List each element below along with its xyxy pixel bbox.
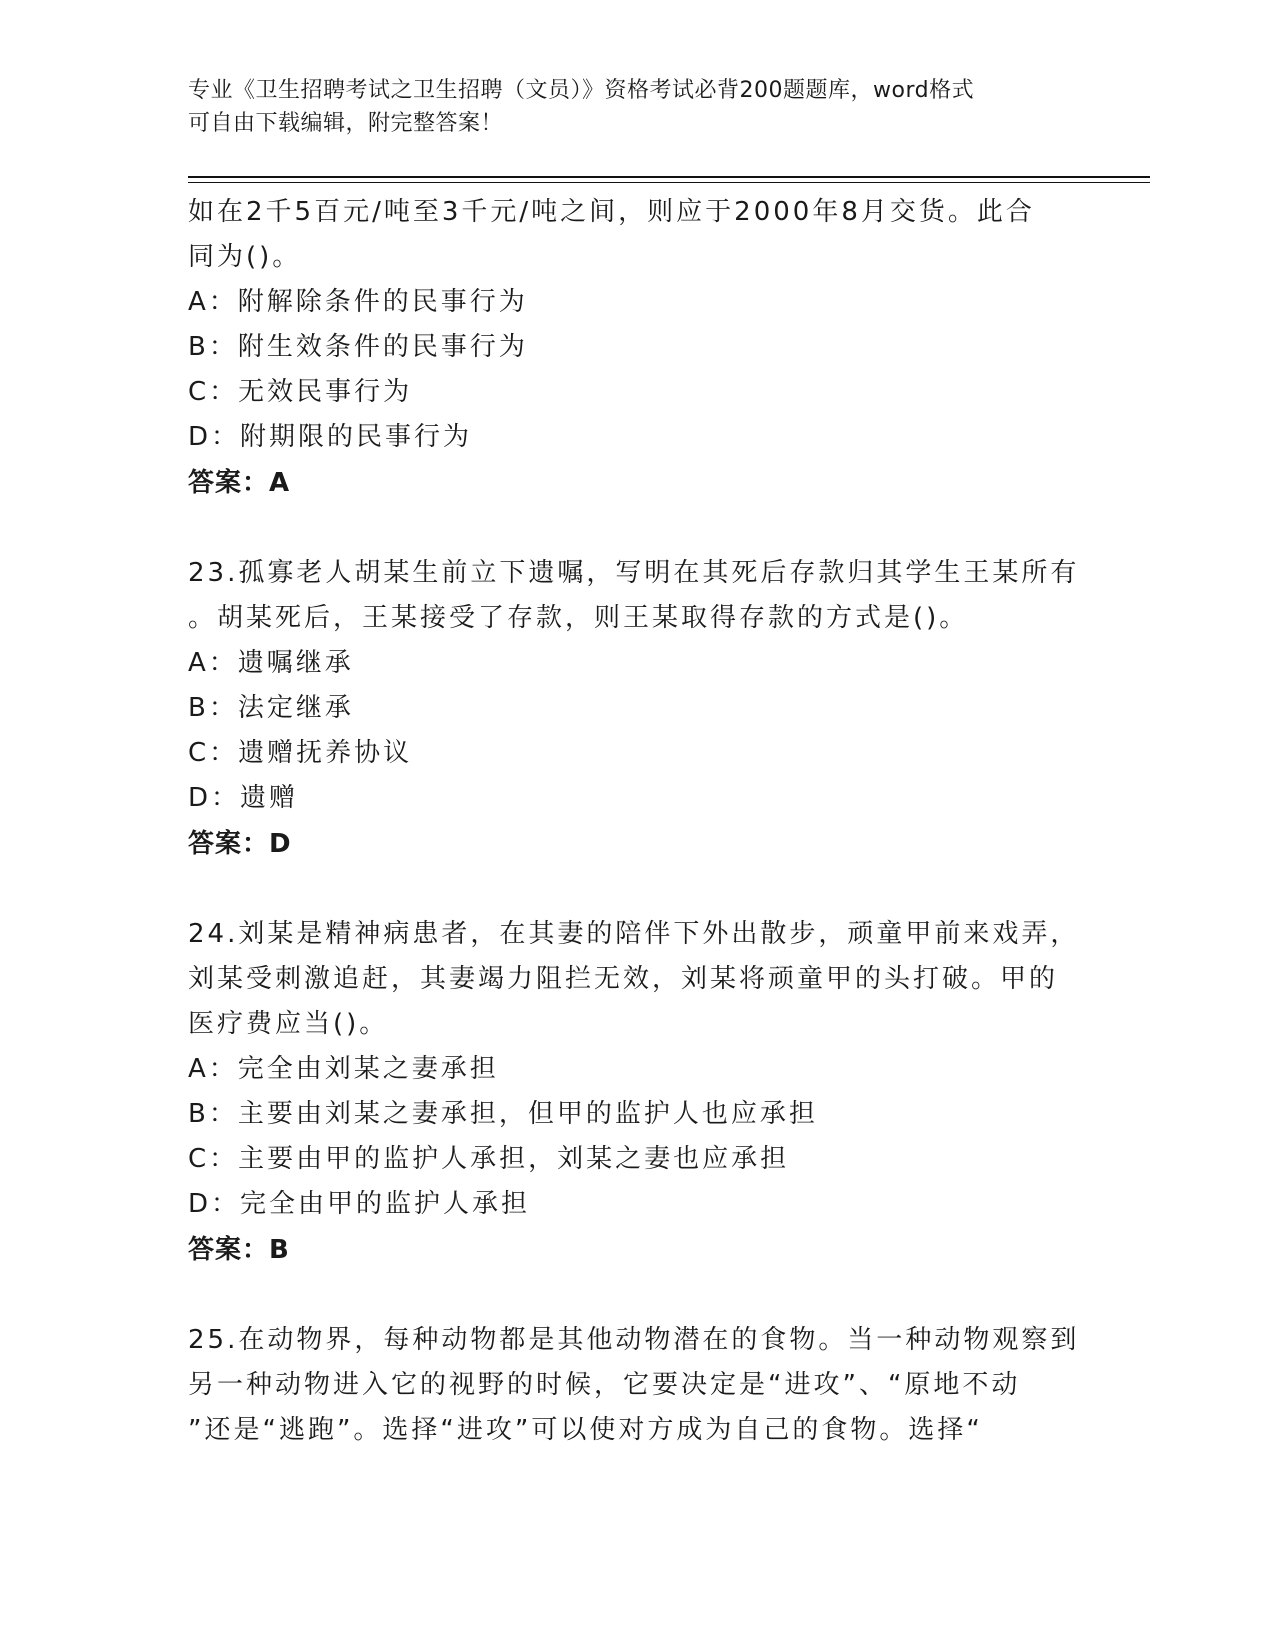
option-c: C：无效民事行为 [188,377,413,407]
answer-line [188,821,1088,867]
answer-value: A [269,468,291,498]
option-d: D：遗赠 [188,783,299,813]
option-c: C：遗赠抚养协议 [188,738,413,768]
answer-line [188,460,1088,506]
answer-label: 答案： [188,1235,270,1265]
question-text-line: 24.刘某是精神病患者，在其妻的陪伴下外出散步，顽童甲前来戏弄， [188,919,1080,949]
question-text-line: 。胡某死后，王某接受了存款，则王某取得存款的方式是()。 [188,603,969,633]
header-divider-thick [188,176,1150,178]
answer-label: 答案： [188,468,270,498]
option-d: D：附期限的民事行为 [188,422,473,452]
question-text-line: 另一种动物进入它的视野的时候，它要决定是“进攻”、“原地不动 [188,1370,1021,1400]
question-text-line: 23.孤寡老人胡某生前立下遗嘱，写明在其死后存款归其学生王某所有 [188,558,1080,588]
option-a: A：附解除条件的民事行为 [188,287,528,317]
question-content [188,190,1088,1453]
document-header [188,74,1068,140]
question-text-line: 医疗费应当()。 [188,1009,389,1039]
answer-label: 答案： [188,829,270,859]
option-a: A：完全由刘某之妻承担 [188,1054,499,1084]
header-divider-thin [188,182,1150,183]
option-a: A：遗嘱继承 [188,648,354,678]
header-line-2: 可自由下载编辑，附完整答案！ [188,111,504,136]
option-c: C：主要由甲的监护人承担，刘某之妻也应承担 [188,1144,790,1174]
answer-line [188,1227,1088,1273]
answer-value: B [269,1235,290,1265]
answer-value: D [269,829,292,859]
option-b: B：法定继承 [188,693,354,723]
question-text-line: 同为()。 [188,242,302,272]
header-line-1: 专业《卫生招聘考试之卫生招聘（文员）》资格考试必背200题题库，word格式 [188,78,975,103]
question-25 [188,1318,1088,1453]
option-d: D：完全由甲的监护人承担 [188,1189,531,1219]
question-text-line: ”还是“逃跑”。选择“进攻”可以使对方成为自己的食物。选择“ [188,1415,983,1445]
question-23 [188,551,1088,867]
question-text-line: 刘某受刺激追赶，其妻竭力阻拦无效，刘某将顽童甲的头打破。甲的 [188,964,1059,994]
question-22 [188,190,1088,506]
question-text-line: 25.在动物界，每种动物都是其他动物潜在的食物。当一种动物观察到 [188,1325,1080,1355]
question-text-line: 如在2千5百元/吨至3千元/吨之间，则应于2000年8月交货。此合 [188,197,1035,227]
option-b: B：附生效条件的民事行为 [188,332,528,362]
option-b: B：主要由刘某之妻承担，但甲的监护人也应承担 [188,1099,818,1129]
question-24 [188,912,1088,1273]
